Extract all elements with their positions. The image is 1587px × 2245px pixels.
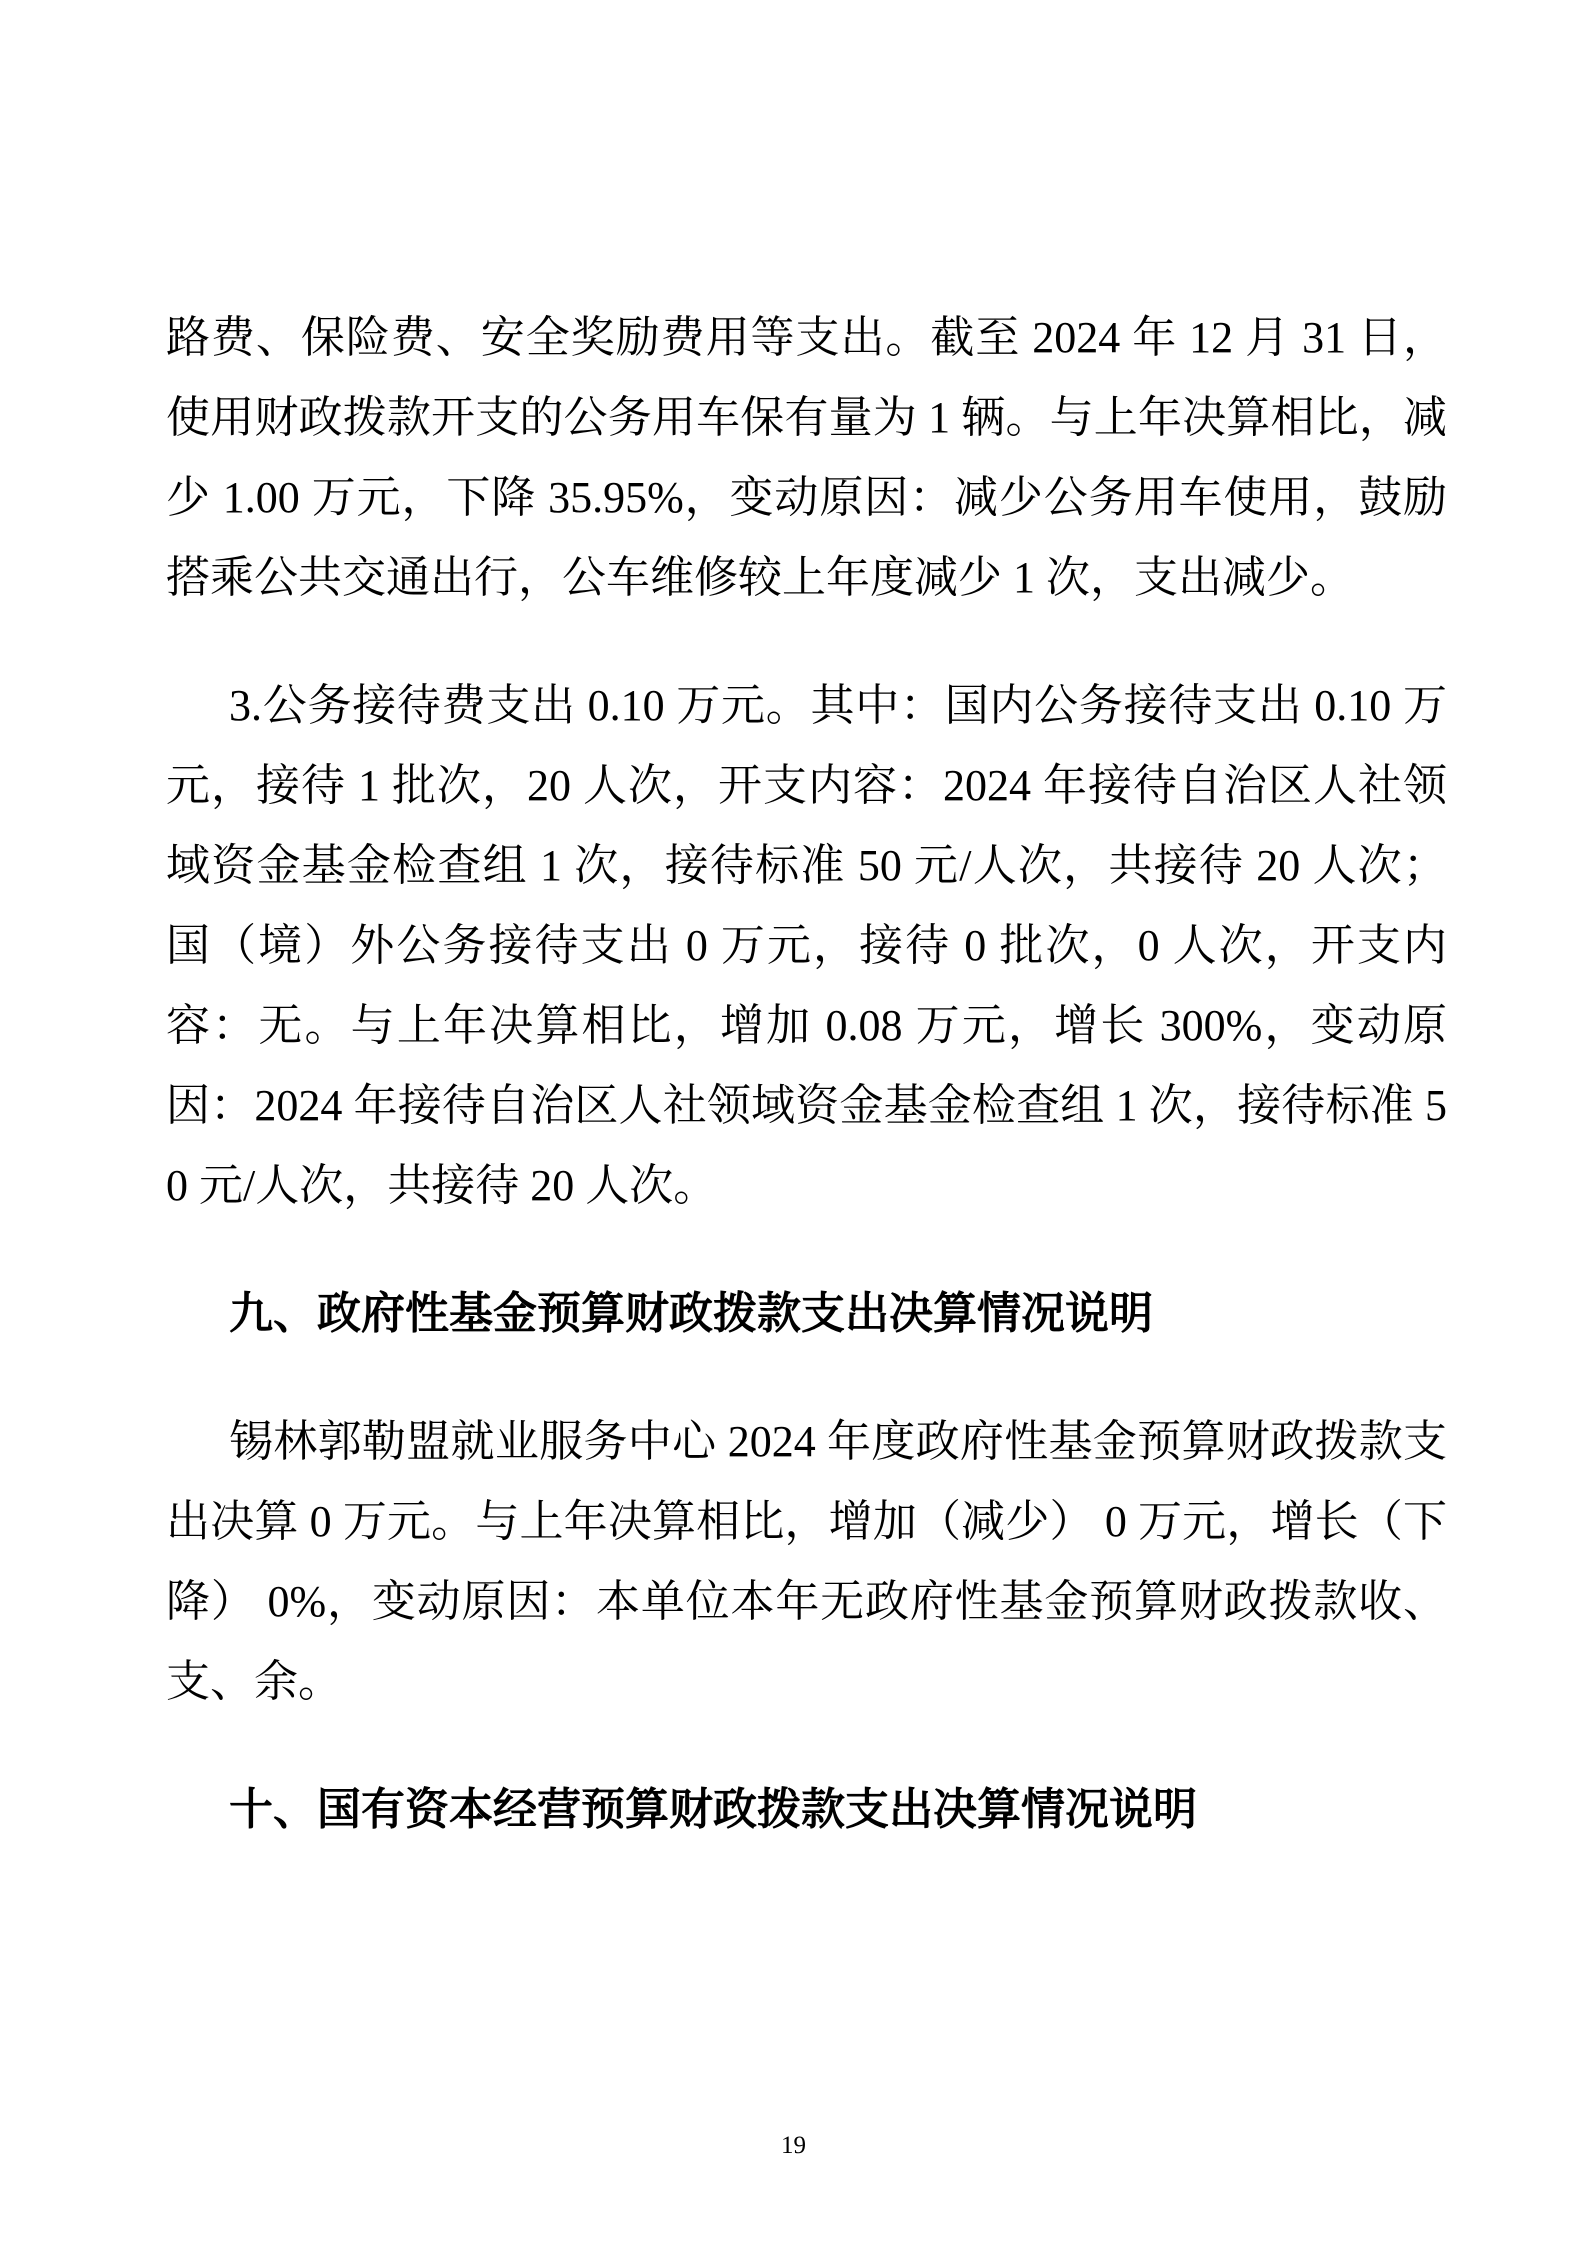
document-body [166,298,1447,1898]
heading-section-10-state-capital-budget: 十、国有资本经营预算财政拨款支出决算情况说明 [229,1785,1197,1834]
paragraph-official-reception-expense: 3.公务接待费支出 0.10 万元。其中：国内公务接待支出 0.10 万元，接待 1 批次，20 人次，开支内容：2024 年接待自治区人社领域资金基金检查组 1 次，接待标准 50 元/人次，共接待 20 人次；国（境）外公务接待支出 0 万元，接待 0 批次，0 人次，开支内容：无。与上年决算相比，增加 0.08 万元，增长 300%，变动原因：2024 年接待自治区人社领域资金基金检查组 1 次，接待标准 50 元/人次，共接待 20 人次。 [166,681,1447,1210]
page-number: 19 [781,2132,806,2159]
paragraph-official-vehicle-expense: 路费、保险费、安全奖励费用等支出。截至 2024 年 12 月 31 日，使用财政拨款开支的公务用车保有量为 1 辆。与上年决算相比，减少 1.00 万元，下降 35.95%，变动原因：减少公务用车使用，鼓励搭乘公共交通出行，公车维修较上年度减少 1 次，支出减少。 [166,313,1447,602]
heading-section-9-government-fund-budget: 九、政府性基金预算财政拨款支出决算情况说明 [229,1289,1153,1338]
paragraph-government-fund-budget-detail: 锡林郭勒盟就业服务中心 2024 年度政府性基金预算财政拨款支出决算 0 万元。与上年决算相比，增加（减少） 0 万元，增长（下降） 0%，变动原因：本单位本年无政府性基金预算财政拨款收、支、余。 [166,1417,1447,1706]
